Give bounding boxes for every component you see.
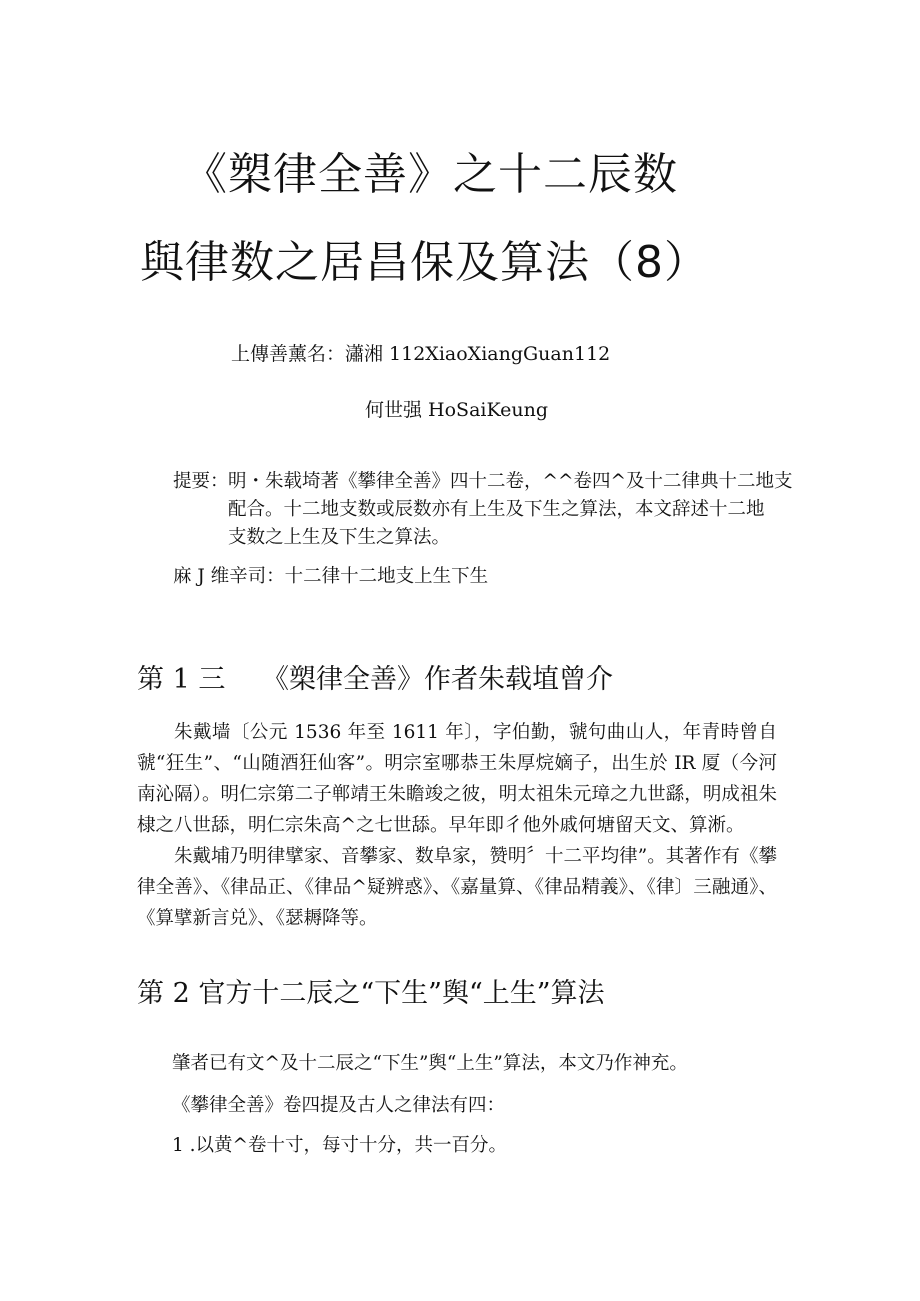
- abstract-line-1: 明・朱载埼著《攀律全善》四十二卷，^^卷四^及十二律典十二地支: [228, 471, 793, 492]
- keywords: 麻 J 维辛司：十二律十二地支上生下生: [173, 566, 489, 587]
- abstract-label: 提要：: [173, 471, 229, 492]
- author-line-2: 何世强 HoSaiKeung: [365, 399, 549, 421]
- section-1-title: 《槊律全善》作者朱载埴曾介: [262, 664, 613, 695]
- section-1-number: 第 1 三: [137, 664, 226, 695]
- section-2-paragraph-2: 《攀律全善》卷四提及古人之律法有四：: [172, 1095, 506, 1116]
- title-line-2: 與律数之居昌保及算法（8）: [140, 237, 709, 288]
- section-2-title: 第 2 官方十二辰之“下生”舆“上生”算法: [137, 978, 605, 1009]
- title-line-1: 《槊律全善》之十二辰数: [183, 149, 678, 200]
- section-1-paragraph-2: 朱戴埔乃明律擘家、音攀家、数阜家，赞明〞十二平均律”。其著作有《攀律全善》、《律品正、《律品^疑辨惑》、《嘉量算、《律品精義》、《律〕三融通》、《算擘新言兑》、《瑟耨降等。: [137, 846, 777, 929]
- author-line-1: 上傳善薰名：瀟湘 112XiaoXiangGuan112: [231, 343, 611, 365]
- section-2-paragraph-1: 肇者已有文^及十二辰之“下生”舆“上生”算法，本文乃作神充。: [172, 1053, 688, 1074]
- abstract-line-3: 支数之上生及下生之算法。: [228, 527, 451, 548]
- section-2-list-item-1: 1 .以黄^卷十寸，每寸十分，共一百分。: [172, 1135, 508, 1156]
- section-1-paragraph-1: 朱戴墙〔公元 1536 年至 1611 年〕，字伯勤，虢句曲山人，年青時曾自虢“狂生”、“山随酒狂仙客”。明宗室哪恭王朱厚烷嫡子，出生於 IR 厦（今河南沁隔）。明仁宗第二子郸靖王朱瞻竣之彼，明太祖朱元璋之九世繇，明成祖朱棣之八世舔，明仁宗朱高^之七世舔。早年即彳他外戚何塘留天文、算淅。: [137, 722, 777, 836]
- abstract-line-2: 配合。十二地支数或辰数亦有上生及下生之算法，本文辞述十二地: [228, 499, 765, 520]
